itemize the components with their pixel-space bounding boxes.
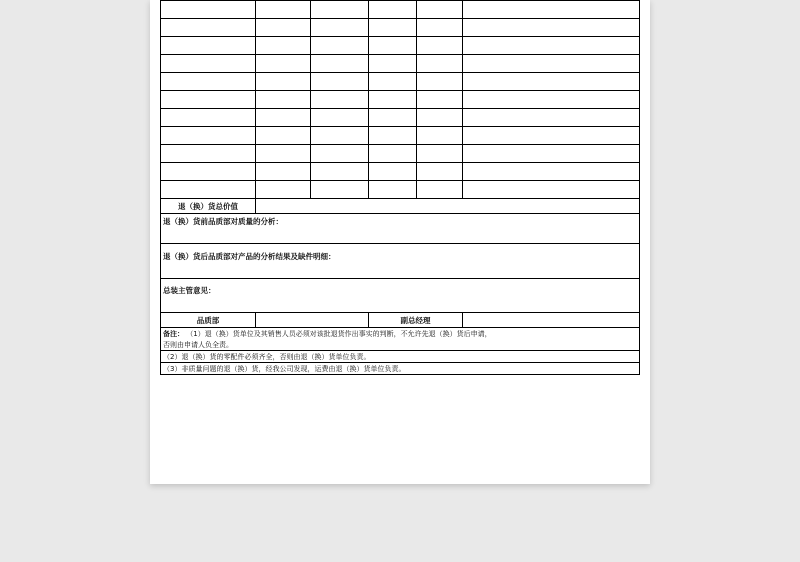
assembly-manager-row (161, 279, 640, 313)
table-row (161, 73, 640, 91)
return-exchange-form (160, 0, 640, 375)
quality-dept-signature (256, 313, 369, 328)
table-row (161, 181, 640, 199)
table-row (161, 163, 640, 181)
table-row (161, 91, 640, 109)
assembly-manager-label: 总装主管意见： (161, 279, 640, 313)
total-value-row (161, 199, 640, 214)
table-row (161, 1, 640, 19)
post-analysis-label: 退（换）货后品质部对产品的分析结果及缺件明细： (161, 244, 640, 279)
note-row (161, 363, 640, 375)
note-row (161, 339, 640, 351)
post-analysis-row (161, 244, 640, 279)
table-row (161, 145, 640, 163)
pre-analysis-row (161, 214, 640, 244)
table-row (161, 127, 640, 145)
table-row (161, 37, 640, 55)
note-1-continued: 否则由申请人负全责。 (161, 339, 640, 351)
total-value-field (256, 199, 640, 214)
signature-row (161, 313, 640, 328)
note-3: （3）非质量问题的退（换）货，经我公司发现，运费由退（换）货单位负责。 (161, 363, 640, 375)
notes-label: 备注： (163, 329, 184, 338)
total-value-label: 退（换）货总价值 (161, 199, 256, 214)
table-row (161, 109, 640, 127)
note-1: （1）退（换）货单位及其销售人员必须对该批退货作出事实的判断，不允许先退（换）货后申请， (186, 329, 492, 338)
note-row (161, 328, 640, 340)
table-row (161, 55, 640, 73)
deputy-gm-signature (463, 313, 640, 328)
note-row (161, 351, 640, 363)
note-2: （2）退（换）货的零配件必须齐全，否则由退（换）货单位负责。 (161, 351, 640, 363)
deputy-gm-label: 副总经理 (369, 313, 463, 328)
table-row (161, 19, 640, 37)
quality-dept-label: 品质部 (161, 313, 256, 328)
pre-analysis-label: 退（换）货前品质部对质量的分析： (161, 214, 640, 244)
document-page (150, 0, 650, 484)
